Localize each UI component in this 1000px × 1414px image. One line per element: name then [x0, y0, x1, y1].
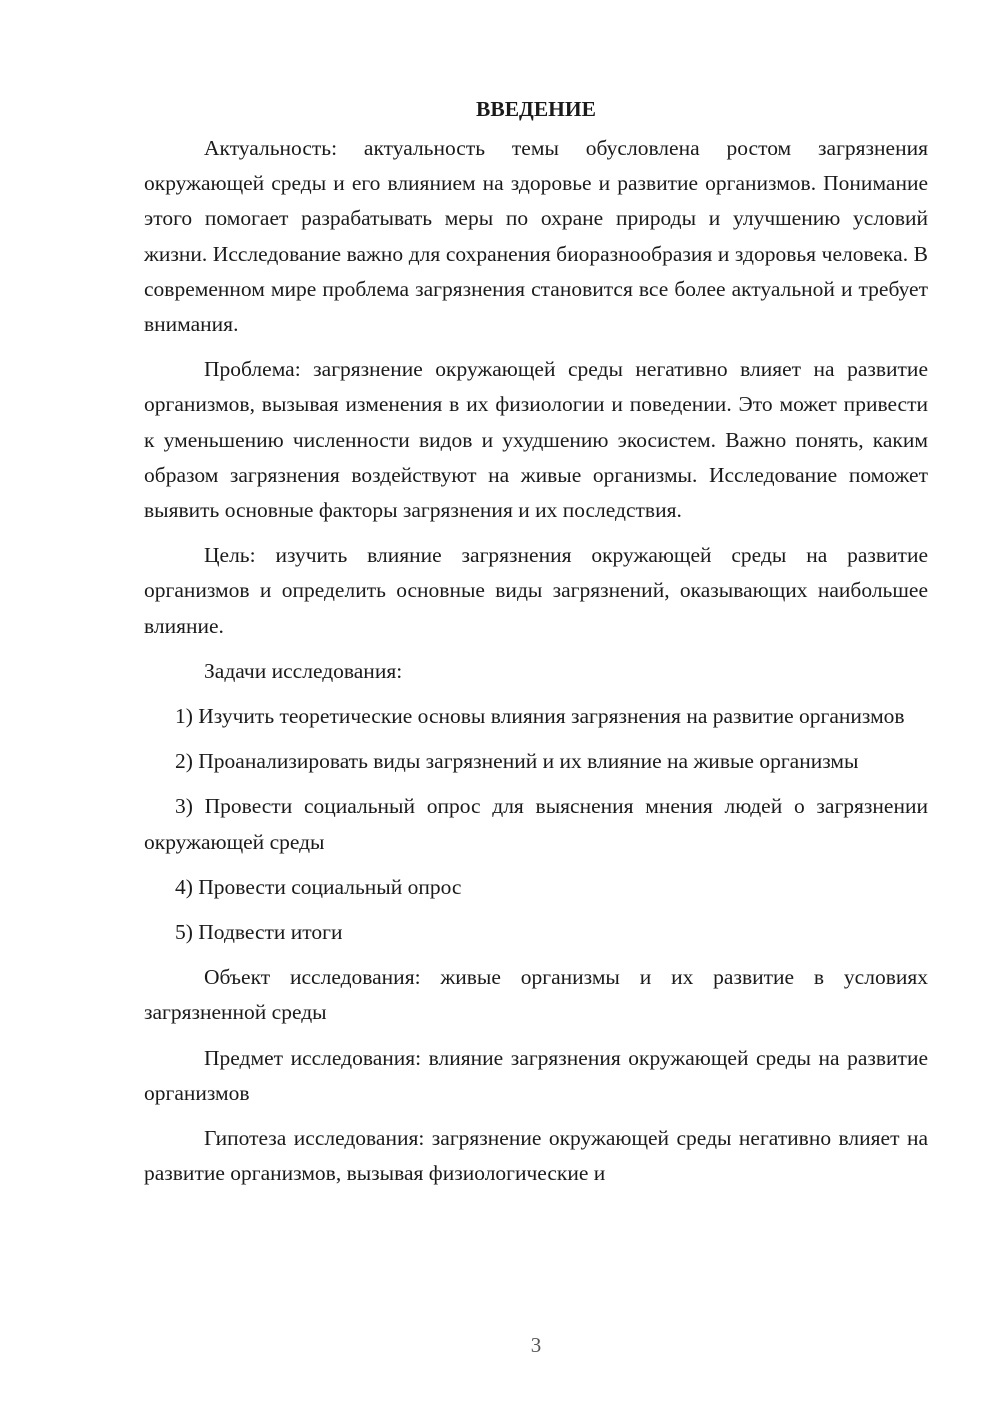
task-item: 3) Провести социальный опрос для выяснения мнения людей о загрязнении окружающей среды	[144, 794, 928, 854]
task-item: 4) Провести социальный опрос	[175, 874, 462, 899]
goal-paragraph: Цель: изучить влияние загрязнения окружающей среды на развитие организмов и определить основные виды загрязнений, оказывающих наибольшее влияние.	[144, 543, 928, 638]
hypothesis-paragraph: Гипотеза исследования: загрязнение окружающей среды негативно влияет на развитие организмов, вызывая физиологические и	[144, 1126, 928, 1186]
subject-paragraph: Предмет исследования: влияние загрязнения окружающей среды на развитие организмов	[144, 1045, 928, 1105]
document-title: ВВЕДЕНИЕ	[476, 97, 596, 121]
task-item: 5) Подвести итоги	[175, 920, 343, 945]
document-page	[144, 92, 928, 1201]
tasks-heading: Задачи исследования:	[204, 658, 403, 683]
object-paragraph: Объект исследования: живые организмы и их развитие в условиях загрязненной среды	[144, 965, 928, 1025]
page-number: 3	[530, 1333, 542, 1357]
problem-paragraph: Проблема: загрязнение окружающей среды негативно влияет на развитие организмов, вызывая изменения в их физиологии и поведении. Это может привести к уменьшению численности видов и ухудшению экосистем. Важно понять, каким образом загрязнения воздействуют на живые организмы. Исследование поможет выявить основные факторы загрязнения и их последствия.	[144, 357, 928, 523]
task-item: 2) Проанализировать виды загрязнений и их влияние на живые организмы	[175, 749, 859, 774]
relevance-paragraph: Актуальность: актуальность темы обусловлена ростом загрязнения окружающей среды и его влиянием на здоровье и развитие организмов. Понимание этого помогает разрабатывать меры по охране природы и улучшению условий жизни. Исследование важно для сохранения биоразнообразия и здоровья человека. В современном мире проблема загрязнения становится все более актуальной и требует внимания.	[144, 136, 928, 337]
task-item: 1) Изучить теоретические основы влияния загрязнения на развитие организмов	[175, 704, 905, 729]
